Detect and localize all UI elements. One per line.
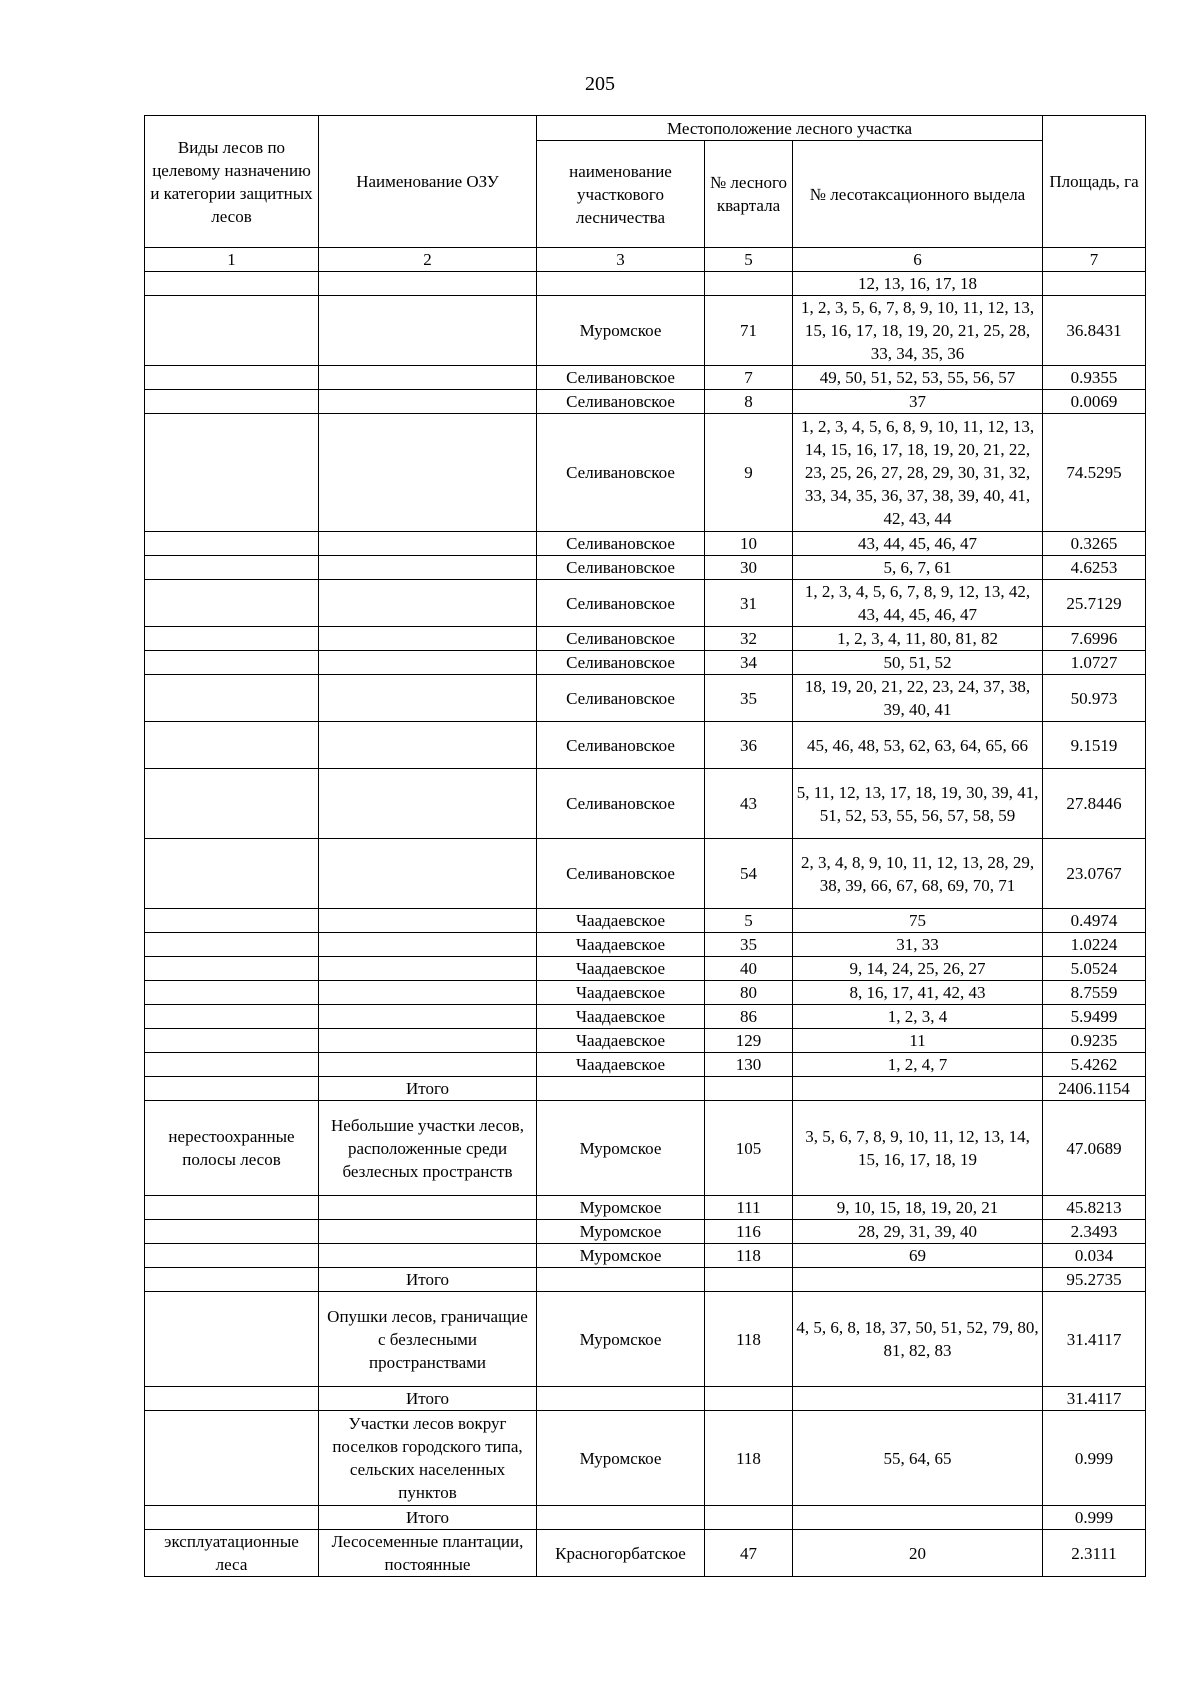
- plot-numbers-cell: [793, 1077, 1043, 1101]
- forest-type-cell: [145, 580, 319, 627]
- quarter-cell: 35: [705, 675, 793, 722]
- forest-type-cell: [145, 1244, 319, 1268]
- area-cell: 36.8431: [1043, 296, 1146, 366]
- table-row: [145, 414, 1146, 532]
- area-cell: 2.3493: [1043, 1220, 1146, 1244]
- forest-type-cell: [145, 1077, 319, 1101]
- ozu-name-cell: [319, 722, 537, 769]
- quarter-cell: 32: [705, 627, 793, 651]
- quarter-cell: 7: [705, 366, 793, 390]
- ozu-name-cell: [319, 296, 537, 366]
- quarter-cell: 54: [705, 839, 793, 909]
- ozu-name-cell: Лесосеменные плантации, постоянные: [319, 1530, 537, 1577]
- area-cell: 2.3111: [1043, 1530, 1146, 1577]
- column-number: 7: [1043, 248, 1146, 272]
- quarter-cell: 105: [705, 1101, 793, 1196]
- area-cell: 31.4117: [1043, 1387, 1146, 1411]
- table-row: [145, 1220, 1146, 1244]
- forestry-cell: Селивановское: [537, 414, 705, 532]
- ozu-name-cell: [319, 769, 537, 839]
- table-row: [145, 675, 1146, 722]
- area-cell: 47.0689: [1043, 1101, 1146, 1196]
- table-row: [145, 1268, 1146, 1292]
- table-row: [145, 909, 1146, 933]
- ozu-name-cell: [319, 414, 537, 532]
- quarter-cell: 35: [705, 933, 793, 957]
- table-row: [145, 981, 1146, 1005]
- table-row: [145, 1387, 1146, 1411]
- forest-type-cell: [145, 839, 319, 909]
- page-number: 205: [585, 73, 615, 95]
- plot-numbers-cell: [793, 1387, 1043, 1411]
- quarter-cell: [705, 272, 793, 296]
- quarter-cell: 34: [705, 651, 793, 675]
- forestry-cell: Чаадаевское: [537, 933, 705, 957]
- quarter-cell: 5: [705, 909, 793, 933]
- area-cell: 9.1519: [1043, 722, 1146, 769]
- plot-numbers-cell: 55, 64, 65: [793, 1411, 1043, 1506]
- forest-type-cell: [145, 722, 319, 769]
- forestry-cell: Муромское: [537, 1101, 705, 1196]
- table-row: [145, 580, 1146, 627]
- plot-numbers-cell: 69: [793, 1244, 1043, 1268]
- ozu-name-cell: [319, 556, 537, 580]
- plot-numbers-cell: 43, 44, 45, 46, 47: [793, 532, 1043, 556]
- forest-type-cell: [145, 981, 319, 1005]
- quarter-cell: 40: [705, 957, 793, 981]
- forestry-cell: Селивановское: [537, 366, 705, 390]
- forestry-cell: Селивановское: [537, 722, 705, 769]
- forest-type-cell: [145, 1196, 319, 1220]
- plot-numbers-cell: [793, 1506, 1043, 1530]
- table-row: [145, 627, 1146, 651]
- forestry-cell: [537, 1506, 705, 1530]
- quarter-cell: 30: [705, 556, 793, 580]
- column-number: 3: [537, 248, 705, 272]
- area-cell: 5.0524: [1043, 957, 1146, 981]
- area-cell: 31.4117: [1043, 1292, 1146, 1387]
- forestry-cell: Чаадаевское: [537, 1005, 705, 1029]
- area-cell: 0.999: [1043, 1506, 1146, 1530]
- quarter-cell: 36: [705, 722, 793, 769]
- area-cell: 27.8446: [1043, 769, 1146, 839]
- quarter-cell: 111: [705, 1196, 793, 1220]
- ozu-name-cell: [319, 366, 537, 390]
- table-row: [145, 1053, 1146, 1077]
- ozu-name-cell: [319, 933, 537, 957]
- quarter-cell: 9: [705, 414, 793, 532]
- table-row: [145, 1411, 1146, 1506]
- forest-type-cell: [145, 1411, 319, 1506]
- area-cell: 5.4262: [1043, 1053, 1146, 1077]
- area-cell: 0.3265: [1043, 532, 1146, 556]
- plot-numbers-cell: 1, 2, 3, 4: [793, 1005, 1043, 1029]
- forest-type-cell: [145, 414, 319, 532]
- plot-numbers-cell: 9, 10, 15, 18, 19, 20, 21: [793, 1196, 1043, 1220]
- plot-numbers-cell: 45, 46, 48, 53, 62, 63, 64, 65, 66: [793, 722, 1043, 769]
- table-row: [145, 1506, 1146, 1530]
- ozu-name-cell: [319, 1244, 537, 1268]
- header-area: Площадь, га: [1043, 116, 1146, 248]
- quarter-cell: 71: [705, 296, 793, 366]
- ozu-name-cell: Итого: [319, 1268, 537, 1292]
- area-cell: 45.8213: [1043, 1196, 1146, 1220]
- plot-numbers-cell: 37: [793, 390, 1043, 414]
- column-number: 5: [705, 248, 793, 272]
- area-cell: 74.5295: [1043, 414, 1146, 532]
- header-location-group: Местоположение лесного участка: [537, 116, 1043, 141]
- table-row: [145, 1077, 1146, 1101]
- ozu-name-cell: [319, 981, 537, 1005]
- ozu-name-cell: [319, 627, 537, 651]
- ozu-name-cell: Небольшие участки лесов, расположенные среди безлесных пространств: [319, 1101, 537, 1196]
- forest-type-cell: [145, 556, 319, 580]
- column-number: 1: [145, 248, 319, 272]
- forest-type-cell: [145, 627, 319, 651]
- area-cell: 23.0767: [1043, 839, 1146, 909]
- quarter-cell: 118: [705, 1292, 793, 1387]
- ozu-name-cell: [319, 390, 537, 414]
- ozu-name-cell: [319, 1005, 537, 1029]
- plot-numbers-cell: 12, 13, 16, 17, 18: [793, 272, 1043, 296]
- table-row: [145, 769, 1146, 839]
- header-forestry-name: наименование участкового лесничества: [537, 141, 705, 248]
- forestry-cell: Чаадаевское: [537, 981, 705, 1005]
- area-cell: 1.0727: [1043, 651, 1146, 675]
- quarter-cell: 43: [705, 769, 793, 839]
- column-number: 2: [319, 248, 537, 272]
- quarter-cell: 118: [705, 1244, 793, 1268]
- quarter-cell: 47: [705, 1530, 793, 1577]
- plot-numbers-cell: 20: [793, 1530, 1043, 1577]
- ozu-name-cell: [319, 532, 537, 556]
- ozu-name-cell: Участки лесов вокруг поселков городского типа, сельских населенных пунктов: [319, 1411, 537, 1506]
- quarter-cell: [705, 1077, 793, 1101]
- forest-type-cell: [145, 532, 319, 556]
- area-cell: 1.0224: [1043, 933, 1146, 957]
- ozu-name-cell: [319, 1220, 537, 1244]
- forest-type-cell: [145, 366, 319, 390]
- plot-numbers-cell: 75: [793, 909, 1043, 933]
- area-cell: 0.9355: [1043, 366, 1146, 390]
- area-cell: [1043, 272, 1146, 296]
- table-row: [145, 1244, 1146, 1268]
- plot-numbers-cell: 1, 2, 4, 7: [793, 1053, 1043, 1077]
- area-cell: 0.999: [1043, 1411, 1146, 1506]
- table-row: [145, 390, 1146, 414]
- forestry-cell: Муромское: [537, 1292, 705, 1387]
- ozu-name-cell: [319, 1029, 537, 1053]
- area-cell: 50.973: [1043, 675, 1146, 722]
- forest-type-cell: [145, 296, 319, 366]
- forestry-cell: Селивановское: [537, 675, 705, 722]
- plot-numbers-cell: 5, 6, 7, 61: [793, 556, 1043, 580]
- forest-type-cell: [145, 909, 319, 933]
- forest-type-cell: [145, 1506, 319, 1530]
- quarter-cell: 129: [705, 1029, 793, 1053]
- table-row: [145, 1292, 1146, 1387]
- ozu-name-cell: Итого: [319, 1077, 537, 1101]
- table-row: [145, 366, 1146, 390]
- table-row: [145, 722, 1146, 769]
- area-cell: 0.9235: [1043, 1029, 1146, 1053]
- quarter-cell: 130: [705, 1053, 793, 1077]
- plot-numbers-cell: 50, 51, 52: [793, 651, 1043, 675]
- forest-type-cell: нерестоохранные полосы лесов: [145, 1101, 319, 1196]
- plot-numbers-cell: 1, 2, 3, 5, 6, 7, 8, 9, 10, 11, 12, 13, 15, 16, 17, 18, 19, 20, 21, 25, 28, 33, 34, 35, 36: [793, 296, 1043, 366]
- forestry-cell: [537, 272, 705, 296]
- plot-numbers-cell: 1, 2, 3, 4, 5, 6, 7, 8, 9, 12, 13, 42, 43, 44, 45, 46, 47: [793, 580, 1043, 627]
- header-ozu-name: Наименование ОЗУ: [319, 116, 537, 248]
- forest-type-cell: [145, 1005, 319, 1029]
- quarter-cell: 80: [705, 981, 793, 1005]
- plot-numbers-cell: 4, 5, 6, 8, 18, 37, 50, 51, 52, 79, 80, 81, 82, 83: [793, 1292, 1043, 1387]
- table-row: [145, 839, 1146, 909]
- column-number: 6: [793, 248, 1043, 272]
- header-quarter-number: № лесного квартала: [705, 141, 793, 248]
- table-row: [145, 272, 1146, 296]
- quarter-cell: 86: [705, 1005, 793, 1029]
- forest-type-cell: [145, 933, 319, 957]
- quarter-cell: 116: [705, 1220, 793, 1244]
- plot-numbers-cell: 18, 19, 20, 21, 22, 23, 24, 37, 38, 39, 40, 41: [793, 675, 1043, 722]
- forestry-cell: [537, 1077, 705, 1101]
- forest-type-cell: [145, 769, 319, 839]
- forestry-cell: Селивановское: [537, 580, 705, 627]
- table-row: [145, 556, 1146, 580]
- forestry-cell: Муромское: [537, 1196, 705, 1220]
- plot-numbers-cell: 9, 14, 24, 25, 26, 27: [793, 957, 1043, 981]
- area-cell: 25.7129: [1043, 580, 1146, 627]
- table-row: [145, 296, 1146, 366]
- forestry-cell: [537, 1387, 705, 1411]
- area-cell: 4.6253: [1043, 556, 1146, 580]
- table-row: [145, 933, 1146, 957]
- forestry-cell: Селивановское: [537, 839, 705, 909]
- forest-type-cell: [145, 390, 319, 414]
- area-cell: 5.9499: [1043, 1005, 1146, 1029]
- plot-numbers-cell: 5, 11, 12, 13, 17, 18, 19, 30, 39, 41, 51, 52, 53, 55, 56, 57, 58, 59: [793, 769, 1043, 839]
- table-row: [145, 1530, 1146, 1577]
- table-row: [145, 651, 1146, 675]
- table-row: [145, 1101, 1146, 1196]
- header-forest-type: Виды лесов по целевому назначению и категории защитных лесов: [145, 116, 319, 248]
- forest-type-cell: [145, 1220, 319, 1244]
- forest-plots-table: [144, 115, 1146, 1577]
- plot-numbers-cell: 1, 2, 3, 4, 11, 80, 81, 82: [793, 627, 1043, 651]
- forestry-cell: Селивановское: [537, 769, 705, 839]
- forest-type-cell: [145, 1029, 319, 1053]
- table-row: [145, 1029, 1146, 1053]
- plot-numbers-cell: [793, 1268, 1043, 1292]
- forestry-cell: Чаадаевское: [537, 1053, 705, 1077]
- ozu-name-cell: [319, 675, 537, 722]
- plot-numbers-cell: 3, 5, 6, 7, 8, 9, 10, 11, 12, 13, 14, 15, 16, 17, 18, 19: [793, 1101, 1043, 1196]
- area-cell: 95.2735: [1043, 1268, 1146, 1292]
- header-plot-numbers: № лесотаксационного выдела: [793, 141, 1043, 248]
- forestry-cell: Красногорбатское: [537, 1530, 705, 1577]
- forestry-cell: Муромское: [537, 1411, 705, 1506]
- ozu-name-cell: [319, 1053, 537, 1077]
- forest-type-cell: [145, 675, 319, 722]
- forest-type-cell: [145, 1053, 319, 1077]
- forest-type-cell: [145, 1292, 319, 1387]
- area-cell: 7.6996: [1043, 627, 1146, 651]
- plot-numbers-cell: 49, 50, 51, 52, 53, 55, 56, 57: [793, 366, 1043, 390]
- ozu-name-cell: [319, 580, 537, 627]
- ozu-name-cell: [319, 957, 537, 981]
- plot-numbers-cell: 1, 2, 3, 4, 5, 6, 8, 9, 10, 11, 12, 13, 14, 15, 16, 17, 18, 19, 20, 21, 22, 23, 25, 26, 27, 28, 29, 30, 31, 32, 33, 34, 35, 36, 37, 38, 39, 40, 41, 42, 43, 44: [793, 414, 1043, 532]
- forest-type-cell: [145, 957, 319, 981]
- forestry-cell: Муромское: [537, 1220, 705, 1244]
- forestry-cell: Муромское: [537, 1244, 705, 1268]
- table-row: [145, 957, 1146, 981]
- ozu-name-cell: [319, 1196, 537, 1220]
- ozu-name-cell: [319, 909, 537, 933]
- table-row: [145, 1005, 1146, 1029]
- plot-numbers-cell: 28, 29, 31, 39, 40: [793, 1220, 1043, 1244]
- forest-type-cell: [145, 651, 319, 675]
- plot-numbers-cell: 11: [793, 1029, 1043, 1053]
- ozu-name-cell: [319, 272, 537, 296]
- area-cell: 2406.1154: [1043, 1077, 1146, 1101]
- area-cell: 0.034: [1043, 1244, 1146, 1268]
- column-number-row: [145, 248, 1146, 272]
- forestry-cell: Селивановское: [537, 532, 705, 556]
- plot-numbers-cell: 2, 3, 4, 8, 9, 10, 11, 12, 13, 28, 29, 38, 39, 66, 67, 68, 69, 70, 71: [793, 839, 1043, 909]
- plot-numbers-cell: 8, 16, 17, 41, 42, 43: [793, 981, 1043, 1005]
- quarter-cell: [705, 1506, 793, 1530]
- table-row: [145, 1196, 1146, 1220]
- forestry-cell: [537, 1268, 705, 1292]
- ozu-name-cell: [319, 651, 537, 675]
- plot-numbers-cell: 31, 33: [793, 933, 1043, 957]
- table-row: [145, 532, 1146, 556]
- quarter-cell: 31: [705, 580, 793, 627]
- forest-type-cell: [145, 1387, 319, 1411]
- ozu-name-cell: [319, 839, 537, 909]
- quarter-cell: 8: [705, 390, 793, 414]
- forest-type-cell: [145, 272, 319, 296]
- forestry-cell: Селивановское: [537, 556, 705, 580]
- forestry-cell: Муромское: [537, 296, 705, 366]
- table-body: [145, 272, 1146, 1577]
- area-cell: 8.7559: [1043, 981, 1146, 1005]
- forestry-cell: Селивановское: [537, 651, 705, 675]
- ozu-name-cell: Итого: [319, 1506, 537, 1530]
- forest-type-cell: эксплуатационные леса: [145, 1530, 319, 1577]
- quarter-cell: [705, 1268, 793, 1292]
- quarter-cell: 118: [705, 1411, 793, 1506]
- area-cell: 0.4974: [1043, 909, 1146, 933]
- ozu-name-cell: Итого: [319, 1387, 537, 1411]
- forest-type-cell: [145, 1268, 319, 1292]
- ozu-name-cell: Опушки лесов, граничащие с безлесными пространствами: [319, 1292, 537, 1387]
- quarter-cell: [705, 1387, 793, 1411]
- forestry-cell: Селивановское: [537, 627, 705, 651]
- area-cell: 0.0069: [1043, 390, 1146, 414]
- forestry-cell: Чаадаевское: [537, 957, 705, 981]
- forestry-cell: Чаадаевское: [537, 1029, 705, 1053]
- quarter-cell: 10: [705, 532, 793, 556]
- forestry-cell: Чаадаевское: [537, 909, 705, 933]
- forestry-cell: Селивановское: [537, 390, 705, 414]
